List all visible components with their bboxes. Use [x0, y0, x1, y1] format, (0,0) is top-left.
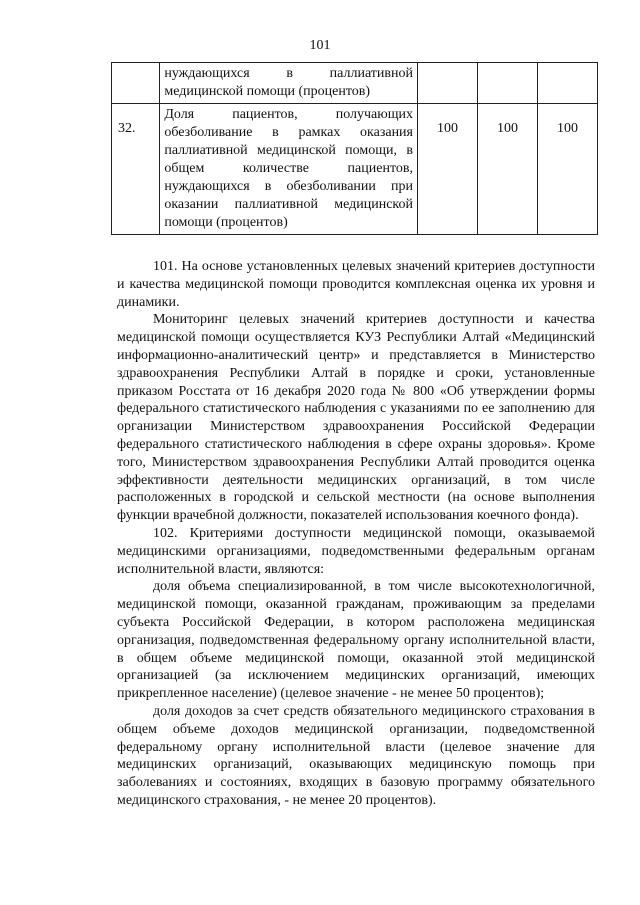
paragraph-101: 101. На основе установленных целевых значений критериев доступности и качества медицинской помощи проводится комплексная оценка их уровня и динамики.	[117, 259, 595, 310]
row-text-cell: нуждающихся в паллиативной медицинской помощи (процентов)	[160, 63, 418, 104]
value-cell-3	[537, 63, 597, 104]
table-row-32	[112, 104, 598, 235]
value-cell-3: 100	[537, 104, 597, 235]
body-text	[117, 258, 595, 810]
page-number: 101	[309, 38, 331, 53]
paragraph-monitoring: Мониторинг целевых значений критериев доступности и качества медицинской помощи осуществляется КУЗ Республики Алтай «Медицинский информационно-аналитический центр» и представляется в Министерство здравоохранения Республики Алтай в порядке и сроки, установленные приказом Росстата от 16 декабря 2020 года № 800 «Об утверждении формы федерального статистического наблюдения с указаниями по ее заполнению для организации Министерством здравоохранения Российской Федерации федерального статистического наблюдения в сфере охраны здоровья». Кроме того, Министерством здравоохранения Республики Алтай проводится оценка эффективности деятельности медицинских организаций, в том числе расположенных в городской и сельской местности (на основе выполнения функции врачебной должности, показателей использования коечного фонда).	[117, 312, 595, 524]
row-number-cell	[112, 63, 160, 104]
row-text-cell: Доля пациентов, получающих обезболивание в рамках оказания паллиативной медицинской помощи, в общем количестве пациентов, нуждающихся в обезболивании при оказании паллиативной медицинской помощи (процентов)	[160, 104, 418, 235]
paragraph-criterion-volume-share: доля объема специализированной, в том числе высокотехнологичной, медицинской помощи, оказанной гражданам, проживающим за пределами субъекта Российской Федерации, в котором расположена медицинская организация, подведомственная федеральному органу исполнительной власти, в общем объеме медицинской помощи, оказанной этой медицинской организацией (за исключением медицинских организаций, имеющих прикрепленное население) (целевое значение - не менее 50 процентов);	[117, 579, 595, 702]
table-row-continuation	[112, 63, 598, 104]
paragraph-102: 102. Критериями доступности медицинской помощи, оказываемой медицинскими организациями, подведомственными федеральным органам исполнительной власти, являются:	[117, 525, 595, 577]
criteria-table	[111, 62, 598, 235]
paragraph-criterion-income-share: доля доходов за счет средств обязательного медицинского страхования в общем объеме доходов медицинской организации, подведомственной федеральному органу исполнительной власти (целевое значение для медицинских организаций, оказывающих медицинскую помощь при заболеваниях и состояниях, входящих в базовую программу обязательного медицинского страхования, - не менее 20 процентов).	[117, 703, 595, 808]
row-number-cell: 32.	[112, 104, 160, 235]
value-cell-2: 100	[477, 104, 537, 235]
value-cell-1	[418, 63, 478, 104]
value-cell-2	[477, 63, 537, 104]
value-cell-1: 100	[418, 104, 478, 235]
